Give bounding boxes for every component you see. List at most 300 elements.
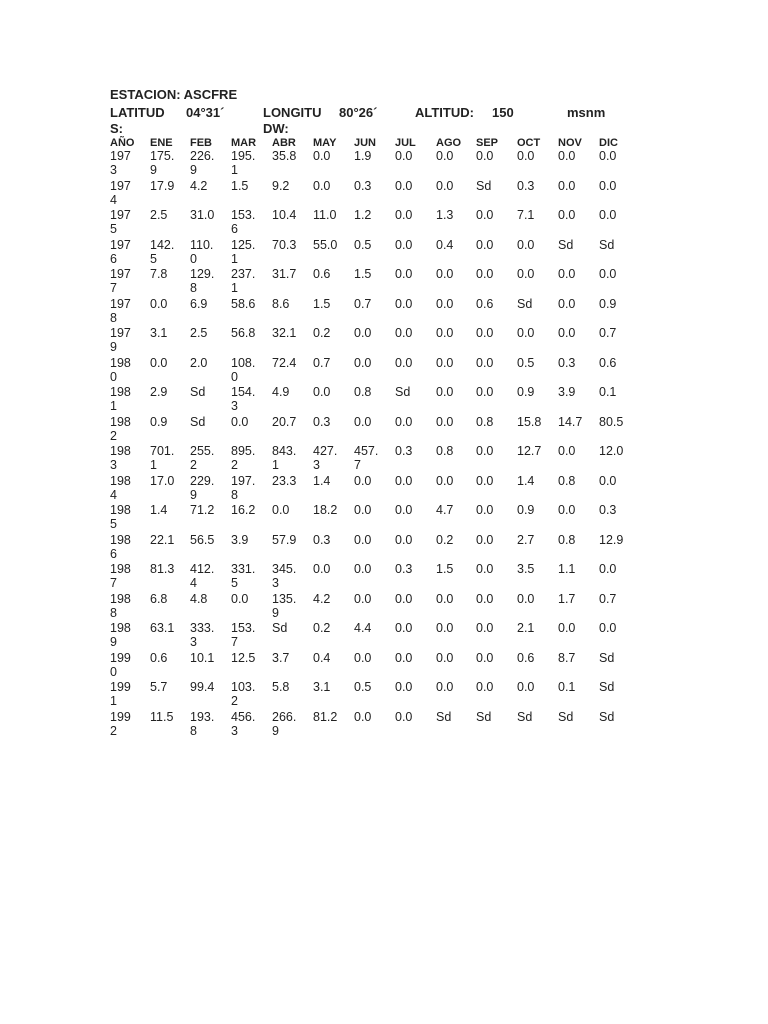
value-cell [229,710,270,740]
value-cell [270,621,311,651]
value-cell [229,503,270,533]
value-cell [474,533,515,563]
cell-text: 4.2 [190,178,208,193]
value-cell [311,592,352,622]
value-cell [148,385,188,415]
cell-text: 0.0 [599,149,617,163]
cell-text: 0.0 [395,414,413,429]
value-cell [556,208,597,238]
cell-text: Sd [517,709,533,724]
value-cell [597,710,637,740]
cell-text: 7.8 [150,267,168,281]
value-cell [270,238,311,268]
cell-text: 0.0 [476,532,494,547]
cell-text: 2.1 [517,621,535,635]
value-cell [311,621,352,651]
cell-text: 0.4 [313,650,331,665]
cell-text: 456. 3 [231,709,256,738]
value-cell [188,208,229,238]
year-cell [108,474,148,504]
year-cell [108,621,148,651]
cell-text: 0.6 [599,355,617,370]
value-cell [556,680,597,710]
cell-text: 110. 0 [190,237,214,266]
value-cell [188,592,229,622]
cell-text: 0.3 [599,503,617,517]
cell-text: 99.4 [190,680,215,694]
year-cell [108,267,148,297]
value-cell [311,267,352,297]
cell-text: 0.3 [517,178,535,193]
cell-text: Sd [395,385,411,399]
cell-text: 0.0 [476,149,494,163]
cell-text: 3.7 [272,650,290,665]
value-cell [393,562,434,592]
cell-text: 345. 3 [272,562,297,590]
cell-text: 0.0 [354,326,372,340]
table-row [108,444,637,474]
value-cell [393,533,434,563]
value-cell [474,415,515,445]
year-cell [108,149,148,179]
value-cell [434,592,474,622]
cell-text: 135. 9 [272,591,297,620]
value-cell [474,297,515,327]
column-header: ENE [150,137,173,149]
cell-text: 0.3 [354,178,372,193]
value-cell [393,415,434,445]
cell-text: 0.0 [558,178,576,193]
cell-text: 895. 2 [231,444,256,472]
value-cell [311,533,352,563]
year-cell [108,179,148,209]
value-cell [352,415,393,445]
value-cell [311,208,352,238]
cell-text: 4.2 [313,591,331,606]
value-cell [434,415,474,445]
table-row [108,356,637,386]
value-cell [515,562,556,592]
cell-text: 198 1 [110,385,131,413]
cell-text: 0.8 [558,532,576,547]
value-cell [148,149,188,179]
value-cell [270,592,311,622]
cell-text: 0.0 [395,149,413,163]
cell-text: Sd [599,680,615,694]
value-cell [188,680,229,710]
value-cell [515,385,556,415]
cell-text: 0.0 [476,385,494,399]
cell-text: 3.1 [313,680,331,694]
cell-text: 0.0 [558,208,576,222]
value-cell [270,267,311,297]
cell-text: 0.9 [517,503,535,517]
cell-text: 195. 1 [231,149,256,177]
value-cell [148,710,188,740]
value-cell [474,503,515,533]
year-cell [108,444,148,474]
cell-text: 198 4 [110,473,131,502]
cell-text: 3.9 [558,385,576,399]
cell-text: 56.8 [231,326,256,340]
value-cell [393,356,434,386]
value-cell [352,592,393,622]
cell-text: 0.3 [395,562,413,576]
value-cell [474,680,515,710]
value-cell [311,385,352,415]
value-cell [597,651,637,681]
cell-text: 843. 1 [272,444,297,472]
value-cell [515,326,556,356]
value-cell [229,444,270,474]
value-cell [474,562,515,592]
value-cell [311,680,352,710]
table-row [108,385,637,415]
cell-text: 0.0 [313,385,331,399]
value-cell [352,503,393,533]
cell-text: 0.0 [436,414,454,429]
value-cell [270,208,311,238]
cell-text: 0.0 [395,650,413,665]
value-cell [597,297,637,327]
column-header: MAR [231,137,257,149]
cell-text: Sd [599,650,615,665]
column-header: AÑO [110,137,135,149]
cell-text: 0.0 [395,208,413,222]
cell-text: 1.5 [436,562,454,576]
value-cell [474,385,515,415]
column-header: MAY [313,137,337,149]
cell-text: 0.0 [558,503,576,517]
value-cell [352,562,393,592]
cell-text: 197 3 [110,149,131,177]
value-cell [188,238,229,268]
value-cell [270,562,311,592]
table-row [108,592,637,622]
value-cell [229,474,270,504]
value-cell [352,385,393,415]
cell-text: 198 9 [110,621,131,649]
cell-text: Sd [476,709,492,724]
value-cell [393,297,434,327]
cell-text: 427. 3 [313,444,338,472]
value-cell [188,356,229,386]
cell-text: 7.1 [517,208,535,222]
cell-text: 0.0 [476,208,494,222]
value-cell [352,680,393,710]
cell-text: 0.0 [517,326,535,340]
cell-text: 153. 6 [231,208,256,236]
table-row [108,238,637,268]
value-cell [393,503,434,533]
value-cell [556,415,597,445]
cell-text: 0.0 [558,326,576,340]
cell-text: 16.2 [231,503,256,517]
table-row [108,149,637,179]
cell-text: 4.9 [272,385,290,399]
year-cell [108,385,148,415]
cell-text: 23.3 [272,473,297,488]
cell-text: 0.5 [354,680,372,694]
value-cell [597,503,637,533]
cell-text: 70.3 [272,237,297,252]
value-cell [270,444,311,474]
value-cell [515,474,556,504]
value-cell [393,208,434,238]
cell-text: 199 2 [110,709,131,738]
cell-text: 3.5 [517,562,535,576]
cell-text: 198 3 [110,444,131,472]
cell-text: 198 6 [110,532,131,561]
value-cell [229,326,270,356]
value-cell [311,149,352,179]
cell-text: 0.0 [313,178,331,193]
cell-text: 0.0 [354,503,372,517]
value-cell [311,503,352,533]
cell-text: 0.8 [354,385,372,399]
cell-text: 0.9 [150,414,168,429]
value-cell [148,562,188,592]
cell-text: Sd [190,414,206,429]
cell-text: 0.5 [517,355,535,370]
value-cell [556,238,597,268]
value-cell [188,179,229,209]
value-cell [229,651,270,681]
value-cell [474,474,515,504]
value-cell [474,710,515,740]
cell-text: 5.8 [272,680,290,694]
year-cell [108,592,148,622]
year-cell [108,208,148,238]
value-cell [148,326,188,356]
cell-text: 0.0 [354,473,372,488]
cell-text: 1.4 [150,503,168,517]
cell-text: 1.5 [231,178,249,193]
value-cell [270,179,311,209]
value-cell [597,474,637,504]
value-cell [474,651,515,681]
cell-text: 0.6 [517,650,535,665]
value-cell [270,326,311,356]
value-cell [148,297,188,327]
cell-text: 108. 0 [231,355,256,384]
value-cell [148,415,188,445]
value-cell [474,179,515,209]
table-row [108,710,637,740]
cell-text: 0.0 [599,178,617,193]
value-cell [148,208,188,238]
cell-text: 412. 4 [190,562,215,590]
cell-text: 199 0 [110,650,131,679]
value-cell [556,533,597,563]
cell-text: 0.0 [395,355,413,370]
table-row [108,267,637,297]
value-cell [393,710,434,740]
cell-text: 0.0 [436,621,454,635]
cell-text: 1.1 [558,562,576,576]
cell-text: 1.3 [436,208,454,222]
value-cell [270,710,311,740]
cell-text: 22.1 [150,532,175,547]
cell-text: 0.3 [313,414,331,429]
value-cell [311,179,352,209]
year-cell [108,297,148,327]
column-header: JUN [354,137,377,149]
value-cell [148,533,188,563]
cell-text: 197 4 [110,178,131,207]
value-cell [515,267,556,297]
cell-text: 0.0 [395,503,413,517]
cell-text: 81.3 [150,562,175,576]
value-cell [556,267,597,297]
value-cell [474,238,515,268]
value-cell [474,444,515,474]
value-cell [393,267,434,297]
cell-text: 0.0 [558,267,576,281]
value-cell [515,621,556,651]
cell-text: 2.5 [150,208,168,222]
cell-text: 0.0 [517,149,535,163]
table-row [108,533,637,563]
cell-text: 0.0 [436,267,454,281]
value-cell [434,297,474,327]
value-cell [188,385,229,415]
value-cell [148,651,188,681]
cell-text: 0.2 [436,532,454,547]
cell-text: 0.8 [436,444,454,458]
value-cell [188,326,229,356]
cell-text: 8.7 [558,650,576,665]
value-cell [434,474,474,504]
cell-text: 229. 9 [190,473,215,502]
value-cell [352,710,393,740]
cell-text: 197 6 [110,237,131,266]
value-cell [229,356,270,386]
cell-text: 2.0 [190,355,208,370]
latitude-label [110,105,165,137]
year-cell [108,651,148,681]
value-cell [597,267,637,297]
value-cell [597,680,637,710]
value-cell [393,592,434,622]
cell-text: 0.0 [395,178,413,193]
cell-text: 0.6 [476,296,494,311]
value-cell [352,326,393,356]
cell-text: 0.0 [436,178,454,193]
value-cell [597,179,637,209]
cell-text: 0.0 [436,680,454,694]
cell-text: 57.9 [272,532,297,547]
value-cell [515,680,556,710]
value-cell [556,179,597,209]
table-header-row [108,137,637,149]
value-cell [597,149,637,179]
value-cell [352,149,393,179]
value-cell [474,621,515,651]
value-cell [597,562,637,592]
cell-text: 1.7 [558,591,576,606]
value-cell [352,267,393,297]
altitude-value: 150 [492,105,514,120]
cell-text: 1.5 [354,267,372,281]
cell-text: 0.0 [150,296,168,311]
cell-text: 17.0 [150,473,175,488]
table-row [108,651,637,681]
value-cell [556,503,597,533]
table-row [108,179,637,209]
cell-text: 175. 9 [150,149,175,177]
cell-text: 58.6 [231,296,256,311]
cell-text: 3.9 [231,532,249,547]
cell-text: Sd [436,709,452,724]
value-cell [515,415,556,445]
cell-text: 12.9 [599,532,624,547]
value-cell [188,444,229,474]
cell-text: 0.0 [354,414,372,429]
value-cell [188,651,229,681]
table-row [108,297,637,327]
cell-text: 154. 3 [231,385,256,413]
value-cell [393,238,434,268]
cell-text: Sd [272,621,288,635]
value-cell [393,444,434,474]
cell-text: 0.0 [395,326,413,340]
cell-text: Sd [599,709,615,724]
cell-text: 0.6 [150,650,168,665]
value-cell [148,592,188,622]
value-cell [148,680,188,710]
cell-text: 0.0 [436,355,454,370]
value-cell [597,326,637,356]
value-cell [515,444,556,474]
cell-text: 12.5 [231,650,256,665]
value-cell [229,297,270,327]
value-cell [556,651,597,681]
value-cell [597,238,637,268]
cell-text: Sd [558,709,574,724]
value-cell [311,356,352,386]
year-cell [108,503,148,533]
cell-text: 0.0 [517,237,535,252]
cell-text: 18.2 [313,503,338,517]
value-cell [393,179,434,209]
cell-text: 0.0 [395,591,413,606]
cell-text: 226. 9 [190,149,215,177]
cell-text: 0.7 [599,591,617,606]
cell-text: 14.7 [558,414,583,429]
cell-text: 237. 1 [231,267,256,295]
value-cell [434,503,474,533]
table-row [108,621,637,651]
cell-text: 6.9 [190,296,208,311]
value-cell [311,444,352,474]
value-cell [229,415,270,445]
cell-text: 11.5 [150,709,174,724]
year-cell [108,238,148,268]
year-cell [108,326,148,356]
station-title: ESTACION: ASCFRE [110,87,238,102]
cell-text: Sd [558,237,574,252]
cell-text: 153. 7 [231,621,256,649]
value-cell [393,474,434,504]
value-cell [474,326,515,356]
cell-text: 701. 1 [150,444,175,472]
longitude-label-line2: DW: [263,121,289,136]
table-row [108,415,637,445]
cell-text: 71.2 [190,503,215,517]
cell-text: 0.0 [313,562,331,576]
cell-text: 198 2 [110,414,131,443]
